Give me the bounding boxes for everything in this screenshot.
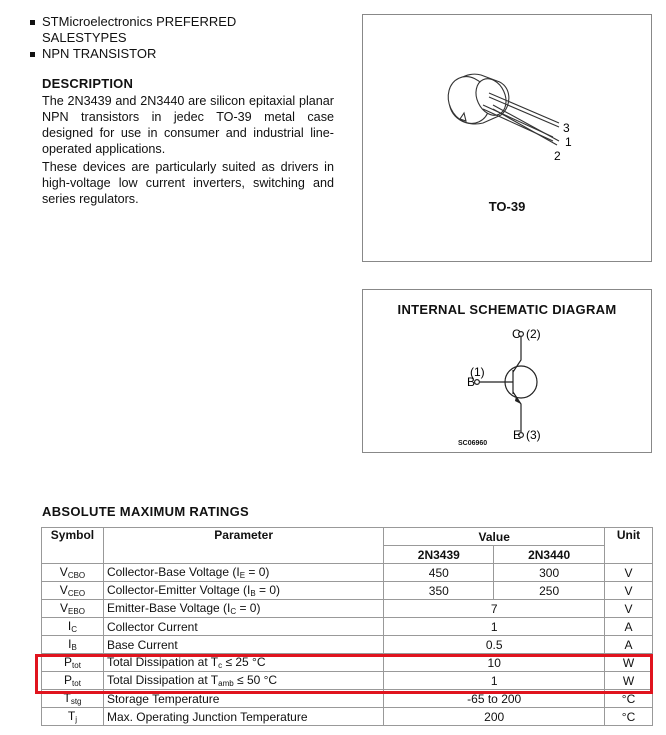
- pin-label: 3: [563, 121, 570, 135]
- feature-item: [26, 46, 272, 62]
- unit-cell: V: [605, 564, 653, 582]
- parameter-cell: Total Dissipation at $T_c \le 25$ °C: [103, 654, 383, 672]
- parameter-cell: Max. Operating Junction Temperature: [103, 708, 383, 726]
- symbol-cell: $V_{EBO}$: [42, 600, 104, 618]
- emitter-label: E: [513, 428, 522, 442]
- symbol-cell: $P_{tot}$: [42, 672, 104, 690]
- value-cell: 1: [384, 618, 605, 636]
- value-cell: 0.5: [384, 636, 605, 654]
- transistor-symbol: [363, 290, 651, 450]
- collector-label: C: [512, 327, 521, 341]
- symbol-cell: $V_{CEO}$: [42, 582, 104, 600]
- symbol-cell: $I_B$: [42, 636, 104, 654]
- highlight-box: [35, 654, 653, 694]
- parameter-cell: Collector Current: [103, 618, 383, 636]
- value-cell: 7: [384, 600, 605, 618]
- parameter-cell: Collector-Base Voltage $(I_E = 0)$: [103, 564, 383, 582]
- bullet-icon: [30, 20, 35, 25]
- description-heading: DESCRIPTION: [42, 76, 134, 91]
- description-paragraph: The 2N3439 and 2N3440 are silicon epitaxial planar NPN transistors in jedec TO-39 metal case designed for use in consumer and industrial line-operated applications.: [42, 94, 334, 156]
- header-unit: Unit: [605, 528, 653, 564]
- feature-item: [26, 14, 272, 46]
- pin-label: 1: [565, 135, 572, 149]
- description-section: [42, 76, 334, 207]
- value-cell: 250: [494, 582, 605, 600]
- table-row: [42, 636, 653, 654]
- unit-cell: A: [605, 618, 653, 636]
- symbol-cell: $I_C$: [42, 618, 104, 636]
- header-part-2n3439: 2N3439: [384, 546, 494, 564]
- table-row: [42, 708, 653, 726]
- feature-text: NPN TRANSISTOR: [42, 46, 157, 61]
- unit-cell: W: [605, 672, 653, 690]
- package-figure: [362, 14, 652, 262]
- header-part-2n3440: 2N3440: [494, 546, 605, 564]
- parameter-cell: Storage Temperature: [103, 690, 383, 708]
- bullet-icon: [30, 52, 35, 57]
- table-row: [42, 582, 653, 600]
- header-value: Value: [384, 528, 605, 546]
- feature-text: STMicroelectronics PREFERRED SALESTYPES: [42, 14, 237, 45]
- value-cell: 10: [384, 654, 605, 672]
- table-row: [42, 600, 653, 618]
- value-cell: -65 to 200: [384, 690, 605, 708]
- header-symbol: Symbol: [42, 528, 104, 564]
- header-parameter: Parameter: [103, 528, 383, 564]
- feature-list: [26, 14, 272, 62]
- unit-cell: °C: [605, 708, 653, 726]
- unit-cell: V: [605, 600, 653, 618]
- symbol-cell: $V_{CBO}$: [42, 564, 104, 582]
- collector-pin-label: (2): [526, 327, 541, 341]
- value-cell: 200: [384, 708, 605, 726]
- value-cell: 350: [384, 582, 494, 600]
- schematic-code: SC06960: [458, 440, 488, 447]
- unit-cell: W: [605, 654, 653, 672]
- emitter-pin-label: (3): [526, 428, 541, 442]
- parameter-cell: Base Current: [103, 636, 383, 654]
- to39-package-drawing: [363, 15, 651, 195]
- symbol-cell: $P_{tot}$: [42, 654, 104, 672]
- schematic-figure: [362, 289, 652, 453]
- table-row: [42, 618, 653, 636]
- package-label: TO-39: [488, 199, 526, 214]
- parameter-cell: Total Dissipation at $T_{amb} \le 50$ °C: [103, 672, 383, 690]
- base-pin-label: (1): [470, 365, 485, 379]
- unit-cell: °C: [605, 690, 653, 708]
- ratings-title: ABSOLUTE MAXIMUM RATINGS: [42, 504, 250, 519]
- description-paragraph: These devices are particularly suited as drivers in high-voltage low current inverters, switching and series regulators.: [42, 160, 334, 206]
- value-cell: 1: [384, 672, 605, 690]
- base-label: B: [467, 375, 476, 389]
- table-row: [42, 564, 653, 582]
- parameter-cell: Collector-Emitter Voltage $(I_B = 0)$: [103, 582, 383, 600]
- pin-label: 2: [554, 149, 561, 163]
- value-cell: 450: [384, 564, 494, 582]
- schematic-title: INTERNAL SCHEMATIC DIAGRAM: [397, 302, 617, 317]
- unit-cell: A: [605, 636, 653, 654]
- parameter-cell: Emitter-Base Voltage $(I_C = 0)$: [103, 600, 383, 618]
- ratings-table: [41, 527, 653, 726]
- symbol-cell: $T_j$: [42, 708, 104, 726]
- table-header-row: [42, 528, 653, 546]
- unit-cell: V: [605, 582, 653, 600]
- symbol-cell: $T_{stg}$: [42, 690, 104, 708]
- value-cell: 300: [494, 564, 605, 582]
